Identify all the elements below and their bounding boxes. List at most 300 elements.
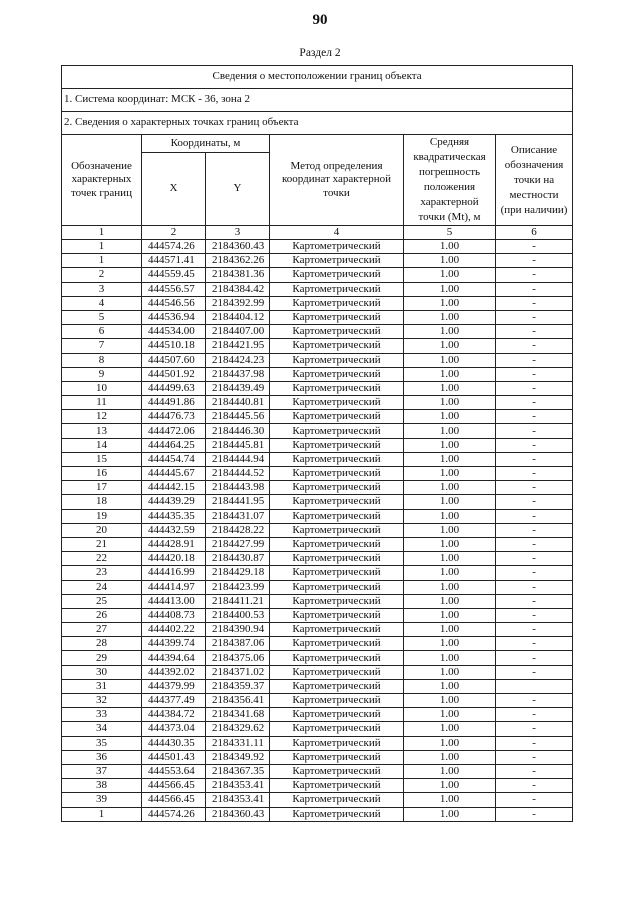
- x-coordinate-cell: 444442.15: [142, 481, 206, 495]
- column-number: 2: [142, 226, 206, 240]
- x-coordinate-cell: 444402.22: [142, 623, 206, 637]
- table-row: [62, 764, 573, 778]
- y-coordinate-cell: 2184437.98: [206, 367, 270, 381]
- table-row: [62, 537, 573, 551]
- table-row: [62, 254, 573, 268]
- table-row: [62, 282, 573, 296]
- point-number-cell: 3: [62, 282, 142, 296]
- description-cell: -: [496, 722, 573, 736]
- point-number-cell: 30: [62, 665, 142, 679]
- x-coordinate-cell: 444392.02: [142, 665, 206, 679]
- table-row: [62, 452, 573, 466]
- description-cell: -: [496, 339, 573, 353]
- y-coordinate-cell: 2184441.95: [206, 495, 270, 509]
- x-coordinate-cell: 444574.26: [142, 240, 206, 254]
- description-cell: -: [496, 608, 573, 622]
- method-cell: Картометрический: [270, 438, 404, 452]
- table-row: [62, 367, 573, 381]
- x-coordinate-cell: 444420.18: [142, 552, 206, 566]
- column-numbers-row: [62, 226, 573, 240]
- method-cell: Картометрический: [270, 509, 404, 523]
- table-row: [62, 481, 573, 495]
- y-coordinate-cell: 2184349.92: [206, 750, 270, 764]
- description-cell: -: [496, 367, 573, 381]
- method-cell: Картометрический: [270, 807, 404, 821]
- point-number-cell: 19: [62, 509, 142, 523]
- x-coordinate-cell: 444534.00: [142, 325, 206, 339]
- point-number-cell: 27: [62, 623, 142, 637]
- error-cell: 1.00: [404, 396, 496, 410]
- x-coordinate-cell: 444384.72: [142, 708, 206, 722]
- x-coordinate-cell: 444445.67: [142, 467, 206, 481]
- point-number-cell: 9: [62, 367, 142, 381]
- point-number-cell: 17: [62, 481, 142, 495]
- method-cell: Картометрический: [270, 452, 404, 466]
- method-cell: Картометрический: [270, 240, 404, 254]
- x-coordinate-cell: 444553.64: [142, 764, 206, 778]
- point-number-cell: 14: [62, 438, 142, 452]
- x-coordinate-cell: 444379.99: [142, 679, 206, 693]
- table-row: [62, 566, 573, 580]
- error-cell: 1.00: [404, 367, 496, 381]
- method-cell: Картометрический: [270, 623, 404, 637]
- table-row: [62, 665, 573, 679]
- table-row: [62, 651, 573, 665]
- x-coordinate-cell: 444536.94: [142, 310, 206, 324]
- section-title: Раздел 2: [299, 47, 341, 59]
- point-number-cell: 8: [62, 353, 142, 367]
- header-x: X: [142, 153, 206, 226]
- description-cell: -: [496, 750, 573, 764]
- description-cell: -: [496, 523, 573, 537]
- error-cell: 1.00: [404, 452, 496, 466]
- y-coordinate-cell: 2184445.81: [206, 438, 270, 452]
- error-cell: 1.00: [404, 679, 496, 693]
- method-cell: Картометрический: [270, 679, 404, 693]
- x-coordinate-cell: 444507.60: [142, 353, 206, 367]
- y-coordinate-cell: 2184404.12: [206, 310, 270, 324]
- point-number-cell: 16: [62, 467, 142, 481]
- y-coordinate-cell: 2184440.81: [206, 396, 270, 410]
- table-row: [62, 608, 573, 622]
- method-cell: Картометрический: [270, 736, 404, 750]
- y-coordinate-cell: 2184362.26: [206, 254, 270, 268]
- y-coordinate-cell: 2184329.62: [206, 722, 270, 736]
- x-coordinate-cell: 444510.18: [142, 339, 206, 353]
- x-coordinate-cell: 444546.56: [142, 296, 206, 310]
- error-cell: 1.00: [404, 722, 496, 736]
- point-number-cell: 7: [62, 339, 142, 353]
- y-coordinate-cell: 2184430.87: [206, 552, 270, 566]
- method-cell: Картометрический: [270, 694, 404, 708]
- table-row: [62, 580, 573, 594]
- error-cell: 1.00: [404, 580, 496, 594]
- error-cell: 1.00: [404, 296, 496, 310]
- error-cell: 1.00: [404, 694, 496, 708]
- point-number-cell: 20: [62, 523, 142, 537]
- column-number: 4: [270, 226, 404, 240]
- x-coordinate-cell: 444472.06: [142, 424, 206, 438]
- method-cell: Картометрический: [270, 296, 404, 310]
- error-cell: 1.00: [404, 750, 496, 764]
- description-cell: -: [496, 282, 573, 296]
- x-coordinate-cell: 444501.92: [142, 367, 206, 381]
- x-coordinate-cell: 444574.26: [142, 807, 206, 821]
- point-number-cell: 4: [62, 296, 142, 310]
- x-coordinate-cell: 444491.86: [142, 396, 206, 410]
- method-cell: Картометрический: [270, 467, 404, 481]
- description-cell: -: [496, 254, 573, 268]
- description-cell: -: [496, 580, 573, 594]
- method-cell: Картометрический: [270, 637, 404, 651]
- y-coordinate-cell: 2184421.95: [206, 339, 270, 353]
- description-cell: [496, 679, 573, 693]
- error-cell: 1.00: [404, 282, 496, 296]
- table-row: [62, 424, 573, 438]
- table-row: [62, 793, 573, 807]
- table-row: [62, 438, 573, 452]
- description-cell: -: [496, 566, 573, 580]
- y-coordinate-cell: 2184400.53: [206, 608, 270, 622]
- description-cell: -: [496, 764, 573, 778]
- x-coordinate-cell: 444408.73: [142, 608, 206, 622]
- y-coordinate-cell: 2184359.37: [206, 679, 270, 693]
- point-number-cell: 21: [62, 537, 142, 551]
- table-row: [62, 694, 573, 708]
- y-coordinate-cell: 2184431.07: [206, 509, 270, 523]
- y-coordinate-cell: 2184341.68: [206, 708, 270, 722]
- error-cell: 1.00: [404, 793, 496, 807]
- method-cell: Картометрический: [270, 708, 404, 722]
- error-cell: 1.00: [404, 608, 496, 622]
- error-cell: 1.00: [404, 665, 496, 679]
- header-y: Y: [206, 153, 270, 226]
- method-cell: Картометрический: [270, 410, 404, 424]
- y-coordinate-cell: 2184353.41: [206, 793, 270, 807]
- x-coordinate-cell: 444413.00: [142, 594, 206, 608]
- x-coordinate-cell: 444377.49: [142, 694, 206, 708]
- point-number-cell: 6: [62, 325, 142, 339]
- method-cell: Картометрический: [270, 367, 404, 381]
- table-row: [62, 594, 573, 608]
- point-number-cell: 11: [62, 396, 142, 410]
- y-coordinate-cell: 2184392.99: [206, 296, 270, 310]
- description-cell: -: [496, 637, 573, 651]
- table-row: [62, 296, 573, 310]
- table-row: [62, 410, 573, 424]
- table-row: [62, 736, 573, 750]
- y-coordinate-cell: 2184445.56: [206, 410, 270, 424]
- table-subtitle: 2. Сведения о характерных точках границ объекта: [62, 112, 573, 135]
- column-number: 1: [62, 226, 142, 240]
- error-cell: 1.00: [404, 339, 496, 353]
- description-cell: -: [496, 779, 573, 793]
- method-cell: Картометрический: [270, 381, 404, 395]
- table-row: [62, 807, 573, 821]
- coordinates-table: [61, 65, 573, 822]
- point-number-cell: 26: [62, 608, 142, 622]
- y-coordinate-cell: 2184390.94: [206, 623, 270, 637]
- table-row: [62, 325, 573, 339]
- table-row: [62, 240, 573, 254]
- method-cell: Картометрический: [270, 722, 404, 736]
- table-row: [62, 495, 573, 509]
- data-rows: [62, 240, 573, 822]
- y-coordinate-cell: 2184427.99: [206, 537, 270, 551]
- error-cell: 1.00: [404, 708, 496, 722]
- method-cell: Картометрический: [270, 580, 404, 594]
- point-number-cell: 12: [62, 410, 142, 424]
- x-coordinate-cell: 444499.63: [142, 381, 206, 395]
- description-cell: -: [496, 793, 573, 807]
- table-title: Сведения о местоположении границ объекта: [62, 66, 573, 89]
- x-coordinate-cell: 444439.29: [142, 495, 206, 509]
- description-cell: -: [496, 736, 573, 750]
- method-cell: Картометрический: [270, 566, 404, 580]
- method-cell: Картометрический: [270, 353, 404, 367]
- table-row: [62, 623, 573, 637]
- description-cell: -: [496, 438, 573, 452]
- y-coordinate-cell: 2184381.36: [206, 268, 270, 282]
- y-coordinate-cell: 2184446.30: [206, 424, 270, 438]
- description-cell: -: [496, 424, 573, 438]
- x-coordinate-cell: 444414.97: [142, 580, 206, 594]
- error-cell: 1.00: [404, 240, 496, 254]
- x-coordinate-cell: 444373.04: [142, 722, 206, 736]
- description-cell: -: [496, 665, 573, 679]
- point-number-cell: 2: [62, 268, 142, 282]
- x-coordinate-cell: 444556.57: [142, 282, 206, 296]
- y-coordinate-cell: 2184360.43: [206, 240, 270, 254]
- column-number: 5: [404, 226, 496, 240]
- error-cell: 1.00: [404, 353, 496, 367]
- table-row: [62, 679, 573, 693]
- method-cell: Картометрический: [270, 310, 404, 324]
- method-cell: Картометрический: [270, 424, 404, 438]
- method-cell: Картометрический: [270, 254, 404, 268]
- y-coordinate-cell: 2184371.02: [206, 665, 270, 679]
- error-cell: 1.00: [404, 438, 496, 452]
- description-cell: -: [496, 708, 573, 722]
- y-coordinate-cell: 2184439.49: [206, 381, 270, 395]
- method-cell: Картометрический: [270, 537, 404, 551]
- description-cell: -: [496, 495, 573, 509]
- point-number-cell: 10: [62, 381, 142, 395]
- x-coordinate-cell: 444566.45: [142, 793, 206, 807]
- description-cell: -: [496, 509, 573, 523]
- description-cell: -: [496, 481, 573, 495]
- column-number: 6: [496, 226, 573, 240]
- method-cell: Картометрический: [270, 523, 404, 537]
- description-cell: -: [496, 537, 573, 551]
- y-coordinate-cell: 2184384.42: [206, 282, 270, 296]
- error-cell: 1.00: [404, 736, 496, 750]
- y-coordinate-cell: 2184411.21: [206, 594, 270, 608]
- description-cell: -: [496, 396, 573, 410]
- error-cell: 1.00: [404, 310, 496, 324]
- table-row: [62, 381, 573, 395]
- header-row-1: [62, 135, 573, 153]
- description-cell: -: [496, 353, 573, 367]
- table-row: [62, 523, 573, 537]
- y-coordinate-cell: 2184331.11: [206, 736, 270, 750]
- description-cell: -: [496, 240, 573, 254]
- description-cell: -: [496, 594, 573, 608]
- x-coordinate-cell: 444476.73: [142, 410, 206, 424]
- error-cell: 1.00: [404, 651, 496, 665]
- table-title-row: [62, 66, 573, 89]
- error-cell: 1.00: [404, 779, 496, 793]
- y-coordinate-cell: 2184387.06: [206, 637, 270, 651]
- column-number: 3: [206, 226, 270, 240]
- point-number-cell: 5: [62, 310, 142, 324]
- point-number-cell: 34: [62, 722, 142, 736]
- table-row: [62, 339, 573, 353]
- error-cell: 1.00: [404, 424, 496, 438]
- x-coordinate-cell: 444430.35: [142, 736, 206, 750]
- error-cell: 1.00: [404, 495, 496, 509]
- y-coordinate-cell: 2184423.99: [206, 580, 270, 594]
- error-cell: 1.00: [404, 594, 496, 608]
- point-number-cell: 1: [62, 240, 142, 254]
- description-cell: -: [496, 807, 573, 821]
- y-coordinate-cell: 2184424.23: [206, 353, 270, 367]
- method-cell: Картометрический: [270, 339, 404, 353]
- x-coordinate-cell: 444432.59: [142, 523, 206, 537]
- point-number-cell: 36: [62, 750, 142, 764]
- header-error: Средняя квадратическая погрешность положения характерной точки (Mt), м: [404, 135, 496, 226]
- error-cell: 1.00: [404, 268, 496, 282]
- point-number-cell: 38: [62, 779, 142, 793]
- table-row: [62, 779, 573, 793]
- y-coordinate-cell: 2184367.35: [206, 764, 270, 778]
- method-cell: Картометрический: [270, 268, 404, 282]
- error-cell: 1.00: [404, 623, 496, 637]
- point-number-cell: 23: [62, 566, 142, 580]
- description-cell: -: [496, 694, 573, 708]
- y-coordinate-cell: 2184444.52: [206, 467, 270, 481]
- description-cell: -: [496, 268, 573, 282]
- x-coordinate-cell: 444566.45: [142, 779, 206, 793]
- table-row: [62, 353, 573, 367]
- description-cell: -: [496, 651, 573, 665]
- table-row: [62, 750, 573, 764]
- description-cell: -: [496, 552, 573, 566]
- header-method: Метод определения координат характерной точки: [270, 135, 404, 226]
- x-coordinate-cell: 444501.43: [142, 750, 206, 764]
- description-cell: -: [496, 296, 573, 310]
- x-coordinate-cell: 444399.74: [142, 637, 206, 651]
- point-number-cell: 25: [62, 594, 142, 608]
- method-cell: Картометрический: [270, 481, 404, 495]
- method-cell: Картометрический: [270, 495, 404, 509]
- table-row: [62, 396, 573, 410]
- point-number-cell: 22: [62, 552, 142, 566]
- error-cell: 1.00: [404, 381, 496, 395]
- description-cell: -: [496, 452, 573, 466]
- method-cell: Картометрический: [270, 282, 404, 296]
- header-point: Обозначение характерных точек границ: [62, 135, 142, 226]
- error-cell: 1.00: [404, 410, 496, 424]
- table-row: [62, 268, 573, 282]
- description-cell: -: [496, 310, 573, 324]
- page-number: 90: [312, 12, 328, 28]
- error-cell: 1.00: [404, 467, 496, 481]
- x-coordinate-cell: 444428.91: [142, 537, 206, 551]
- method-cell: Картометрический: [270, 594, 404, 608]
- error-cell: 1.00: [404, 552, 496, 566]
- error-cell: 1.00: [404, 764, 496, 778]
- table-row: [62, 637, 573, 651]
- error-cell: 1.00: [404, 537, 496, 551]
- error-cell: 1.00: [404, 481, 496, 495]
- error-cell: 1.00: [404, 325, 496, 339]
- y-coordinate-cell: 2184407.00: [206, 325, 270, 339]
- point-number-cell: 37: [62, 764, 142, 778]
- x-coordinate-cell: 444464.25: [142, 438, 206, 452]
- table-row: [62, 722, 573, 736]
- x-coordinate-cell: 444454.74: [142, 452, 206, 466]
- point-number-cell: 39: [62, 793, 142, 807]
- x-coordinate-cell: 444571.41: [142, 254, 206, 268]
- method-cell: Картометрический: [270, 608, 404, 622]
- method-cell: Картометрический: [270, 779, 404, 793]
- point-number-cell: 31: [62, 679, 142, 693]
- header-coords: Координаты, м: [142, 135, 270, 153]
- x-coordinate-cell: 444416.99: [142, 566, 206, 580]
- header-description: Описание обозначения точки на местности (при наличии): [496, 135, 573, 226]
- point-number-cell: 1: [62, 807, 142, 821]
- point-number-cell: 28: [62, 637, 142, 651]
- error-cell: 1.00: [404, 637, 496, 651]
- subtitle-row: [62, 112, 573, 135]
- y-coordinate-cell: 2184375.06: [206, 651, 270, 665]
- error-cell: 1.00: [404, 254, 496, 268]
- description-cell: -: [496, 325, 573, 339]
- y-coordinate-cell: 2184356.41: [206, 694, 270, 708]
- method-cell: Картометрический: [270, 750, 404, 764]
- method-cell: Картометрический: [270, 651, 404, 665]
- description-cell: -: [496, 467, 573, 481]
- y-coordinate-cell: 2184428.22: [206, 523, 270, 537]
- method-cell: Картометрический: [270, 793, 404, 807]
- y-coordinate-cell: 2184360.43: [206, 807, 270, 821]
- method-cell: Картометрический: [270, 764, 404, 778]
- method-cell: Картометрический: [270, 325, 404, 339]
- table-row: [62, 552, 573, 566]
- table-row: [62, 509, 573, 523]
- point-number-cell: 1: [62, 254, 142, 268]
- coord-system-row: [62, 89, 573, 112]
- point-number-cell: 15: [62, 452, 142, 466]
- x-coordinate-cell: 444435.35: [142, 509, 206, 523]
- error-cell: 1.00: [404, 807, 496, 821]
- error-cell: 1.00: [404, 509, 496, 523]
- table-row: [62, 467, 573, 481]
- method-cell: Картометрический: [270, 396, 404, 410]
- x-coordinate-cell: 444394.64: [142, 651, 206, 665]
- point-number-cell: 18: [62, 495, 142, 509]
- y-coordinate-cell: 2184429.18: [206, 566, 270, 580]
- description-cell: -: [496, 410, 573, 424]
- description-cell: -: [496, 381, 573, 395]
- description-cell: -: [496, 623, 573, 637]
- y-coordinate-cell: 2184353.41: [206, 779, 270, 793]
- y-coordinate-cell: 2184443.98: [206, 481, 270, 495]
- method-cell: Картометрический: [270, 552, 404, 566]
- point-number-cell: 13: [62, 424, 142, 438]
- table-row: [62, 310, 573, 324]
